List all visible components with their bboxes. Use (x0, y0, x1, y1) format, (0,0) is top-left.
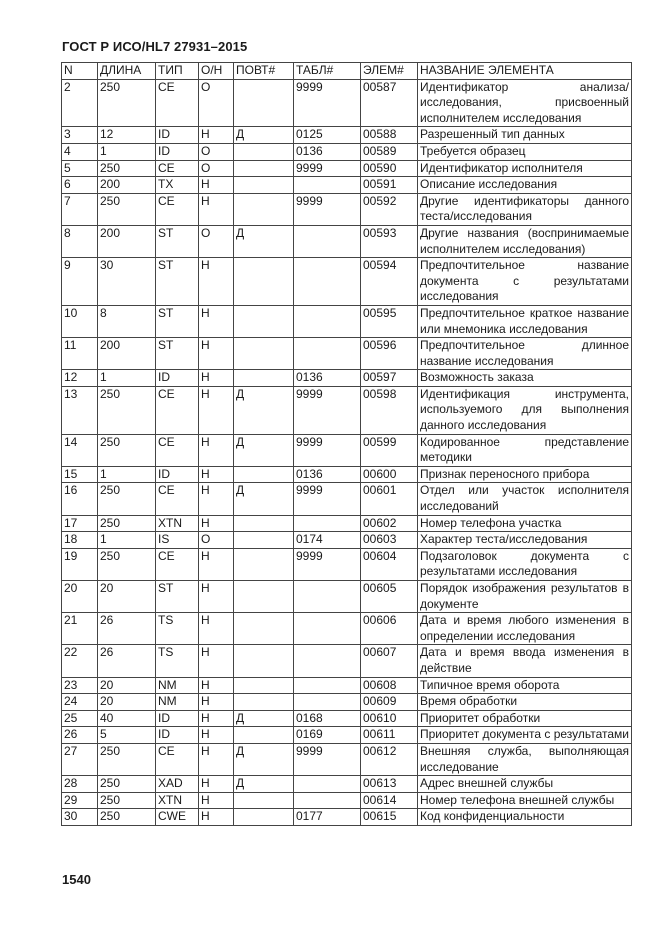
cell-n: 27 (62, 743, 98, 775)
cell-repeat (234, 677, 294, 694)
cell-n: 25 (62, 710, 98, 727)
cell-repeat: Д (234, 434, 294, 466)
cell-optional: О (199, 532, 234, 549)
table-row (62, 160, 632, 177)
cell-repeat: Д (234, 127, 294, 144)
cell-n: 9 (62, 258, 98, 306)
cell-name: Номер телефона участка (418, 515, 632, 532)
cell-repeat (234, 160, 294, 177)
cell-optional: О (199, 79, 234, 127)
cell-element: 00605 (361, 581, 418, 613)
cell-n: 15 (62, 466, 98, 483)
cell-table: 9999 (294, 434, 361, 466)
cell-repeat (234, 177, 294, 194)
cell-table (294, 258, 361, 306)
cell-name: Возможность заказа (418, 370, 632, 387)
cell-optional: Н (199, 258, 234, 306)
cell-table: 9999 (294, 160, 361, 177)
table-row (62, 143, 632, 160)
cell-optional: О (199, 160, 234, 177)
cell-n: 20 (62, 581, 98, 613)
table-row (62, 177, 632, 194)
cell-n: 11 (62, 338, 98, 370)
cell-type: XTN (156, 515, 199, 532)
cell-repeat: Д (234, 776, 294, 793)
table-row (62, 370, 632, 387)
cell-repeat (234, 581, 294, 613)
cell-length: 250 (98, 434, 156, 466)
cell-table: 0169 (294, 727, 361, 744)
cell-n: 29 (62, 792, 98, 809)
cell-optional: Н (199, 177, 234, 194)
cell-type: ST (156, 225, 199, 257)
cell-type: ID (156, 143, 199, 160)
cell-n: 5 (62, 160, 98, 177)
table-row (62, 645, 632, 677)
cell-length: 20 (98, 677, 156, 694)
cell-length: 250 (98, 515, 156, 532)
cell-n: 13 (62, 386, 98, 434)
cell-length: 30 (98, 258, 156, 306)
cell-optional: Н (199, 483, 234, 515)
cell-element: 00613 (361, 776, 418, 793)
column-header: ТАБЛ# (294, 63, 361, 80)
cell-repeat: Д (234, 710, 294, 727)
cell-length: 1 (98, 532, 156, 549)
cell-n: 28 (62, 776, 98, 793)
cell-length: 20 (98, 581, 156, 613)
cell-repeat: Д (234, 225, 294, 257)
cell-type: ID (156, 710, 199, 727)
cell-length: 250 (98, 776, 156, 793)
cell-element: 00593 (361, 225, 418, 257)
cell-table (294, 694, 361, 711)
cell-name: Другие названия (воспринимаемые исполнителем исследования) (418, 225, 632, 257)
cell-optional: Н (199, 677, 234, 694)
cell-element: 00588 (361, 127, 418, 144)
cell-optional: Н (199, 548, 234, 580)
cell-table (294, 677, 361, 694)
cell-type: CE (156, 483, 199, 515)
element-spec-table (61, 62, 632, 826)
cell-type: CE (156, 193, 199, 225)
cell-name: Характер теста/исследования (418, 532, 632, 549)
table-header-row (62, 63, 632, 80)
cell-repeat: Д (234, 743, 294, 775)
table-row (62, 193, 632, 225)
cell-name: Внешняя служба, выполняющая исследование (418, 743, 632, 775)
table-row (62, 792, 632, 809)
cell-element: 00599 (361, 434, 418, 466)
cell-optional: Н (199, 515, 234, 532)
table-body (62, 79, 632, 825)
cell-table: 9999 (294, 79, 361, 127)
cell-length: 250 (98, 792, 156, 809)
cell-repeat (234, 792, 294, 809)
cell-repeat (234, 515, 294, 532)
cell-n: 22 (62, 645, 98, 677)
column-header: ЭЛЕМ# (361, 63, 418, 80)
cell-table: 9999 (294, 483, 361, 515)
cell-length: 250 (98, 548, 156, 580)
cell-table (294, 645, 361, 677)
cell-table: 9999 (294, 386, 361, 434)
cell-n: 30 (62, 809, 98, 826)
cell-table: 0125 (294, 127, 361, 144)
cell-table: 0177 (294, 809, 361, 826)
cell-length: 250 (98, 193, 156, 225)
cell-type: ID (156, 127, 199, 144)
cell-type: CE (156, 160, 199, 177)
cell-optional: Н (199, 809, 234, 826)
cell-length: 1 (98, 370, 156, 387)
cell-type: CE (156, 434, 199, 466)
cell-type: ST (156, 581, 199, 613)
cell-type: CWE (156, 809, 199, 826)
cell-name: Дата и время любого изменения в определении исследования (418, 613, 632, 645)
cell-type: TS (156, 645, 199, 677)
cell-element: 00612 (361, 743, 418, 775)
cell-length: 200 (98, 338, 156, 370)
table-row (62, 258, 632, 306)
cell-optional: Н (199, 645, 234, 677)
cell-name: Идентификатор исполнителя (418, 160, 632, 177)
cell-n: 10 (62, 305, 98, 337)
cell-name: Дата и время ввода изменения в действие (418, 645, 632, 677)
cell-name: Код конфиденциальности (418, 809, 632, 826)
table-row (62, 809, 632, 826)
cell-name: Подзаголовок документа с результатами исследования (418, 548, 632, 580)
table-row (62, 386, 632, 434)
cell-element: 00594 (361, 258, 418, 306)
cell-length: 200 (98, 225, 156, 257)
cell-repeat (234, 809, 294, 826)
cell-type: ST (156, 258, 199, 306)
cell-type: XAD (156, 776, 199, 793)
cell-table: 0168 (294, 710, 361, 727)
cell-n: 4 (62, 143, 98, 160)
cell-optional: О (199, 225, 234, 257)
table-row (62, 338, 632, 370)
cell-n: 18 (62, 532, 98, 549)
cell-optional: Н (199, 466, 234, 483)
cell-name: Кодированное представление методики (418, 434, 632, 466)
column-header: ТИП (156, 63, 199, 80)
cell-n: 12 (62, 370, 98, 387)
cell-n: 6 (62, 177, 98, 194)
cell-length: 12 (98, 127, 156, 144)
cell-name: Приоритет обработки (418, 710, 632, 727)
cell-length: 250 (98, 743, 156, 775)
cell-name: Предпочтительное длинное название исследования (418, 338, 632, 370)
cell-element: 00596 (361, 338, 418, 370)
cell-n: 24 (62, 694, 98, 711)
cell-element: 00598 (361, 386, 418, 434)
document-header: ГОСТ Р ИСО/HL7 27931–2015 (62, 39, 248, 54)
cell-n: 3 (62, 127, 98, 144)
cell-table: 9999 (294, 548, 361, 580)
cell-type: ID (156, 466, 199, 483)
cell-optional: Н (199, 127, 234, 144)
cell-type: ID (156, 370, 199, 387)
table-row (62, 727, 632, 744)
cell-name: Разрешенный тип данных (418, 127, 632, 144)
cell-optional: Н (199, 727, 234, 744)
cell-n: 21 (62, 613, 98, 645)
cell-type: CE (156, 79, 199, 127)
cell-table (294, 177, 361, 194)
cell-type: ST (156, 305, 199, 337)
cell-optional: Н (199, 613, 234, 645)
cell-name: Признак переносного прибора (418, 466, 632, 483)
cell-element: 00606 (361, 613, 418, 645)
cell-element: 00615 (361, 809, 418, 826)
cell-repeat (234, 694, 294, 711)
cell-n: 17 (62, 515, 98, 532)
cell-length: 250 (98, 483, 156, 515)
cell-repeat (234, 370, 294, 387)
cell-optional: Н (199, 710, 234, 727)
cell-repeat (234, 613, 294, 645)
table-row (62, 548, 632, 580)
cell-element: 00600 (361, 466, 418, 483)
column-header: N (62, 63, 98, 80)
cell-element: 00587 (361, 79, 418, 127)
cell-name: Требуется образец (418, 143, 632, 160)
cell-type: TX (156, 177, 199, 194)
cell-optional: Н (199, 434, 234, 466)
cell-repeat: Д (234, 386, 294, 434)
cell-element: 00610 (361, 710, 418, 727)
cell-name: Предпочтительное название документа с результатами исследования (418, 258, 632, 306)
cell-element: 00603 (361, 532, 418, 549)
cell-n: 7 (62, 193, 98, 225)
table-row (62, 79, 632, 127)
cell-table (294, 305, 361, 337)
table-row (62, 743, 632, 775)
cell-element: 00591 (361, 177, 418, 194)
cell-element: 00608 (361, 677, 418, 694)
cell-name: Описание исследования (418, 177, 632, 194)
cell-table: 0136 (294, 143, 361, 160)
cell-type: TS (156, 613, 199, 645)
cell-table (294, 613, 361, 645)
cell-repeat (234, 305, 294, 337)
cell-length: 1 (98, 466, 156, 483)
cell-name: Идентификатор анализа/исследования, присвоенный исполнителем исследования (418, 79, 632, 127)
cell-n: 16 (62, 483, 98, 515)
cell-repeat (234, 466, 294, 483)
cell-element: 00609 (361, 694, 418, 711)
cell-element: 00590 (361, 160, 418, 177)
cell-optional: О (199, 143, 234, 160)
cell-element: 00592 (361, 193, 418, 225)
page-number: 1540 (62, 872, 91, 887)
cell-name: Другие идентификаторы данного теста/исследования (418, 193, 632, 225)
cell-table (294, 225, 361, 257)
cell-length: 250 (98, 809, 156, 826)
cell-length: 1 (98, 143, 156, 160)
column-header: О/Н (199, 63, 234, 80)
cell-length: 26 (98, 613, 156, 645)
cell-repeat (234, 338, 294, 370)
cell-optional: Н (199, 386, 234, 434)
cell-optional: Н (199, 193, 234, 225)
cell-repeat: Д (234, 483, 294, 515)
cell-length: 5 (98, 727, 156, 744)
cell-type: IS (156, 532, 199, 549)
column-header: ПОВТ# (234, 63, 294, 80)
cell-type: CE (156, 386, 199, 434)
cell-repeat (234, 645, 294, 677)
cell-length: 250 (98, 79, 156, 127)
cell-n: 26 (62, 727, 98, 744)
cell-optional: Н (199, 792, 234, 809)
cell-repeat (234, 258, 294, 306)
cell-n: 19 (62, 548, 98, 580)
table-row (62, 466, 632, 483)
cell-repeat (234, 79, 294, 127)
cell-element: 00614 (361, 792, 418, 809)
cell-table (294, 792, 361, 809)
table-row (62, 532, 632, 549)
cell-table: 9999 (294, 743, 361, 775)
cell-element: 00589 (361, 143, 418, 160)
table-row (62, 434, 632, 466)
table-row (62, 581, 632, 613)
cell-optional: Н (199, 370, 234, 387)
cell-name: Номер телефона внешней службы (418, 792, 632, 809)
table-row (62, 776, 632, 793)
table-row (62, 305, 632, 337)
cell-optional: Н (199, 694, 234, 711)
cell-table (294, 581, 361, 613)
cell-type: NM (156, 677, 199, 694)
cell-optional: Н (199, 305, 234, 337)
cell-element: 00611 (361, 727, 418, 744)
cell-type: CE (156, 743, 199, 775)
cell-length: 26 (98, 645, 156, 677)
cell-name: Приоритет документа с результатами (418, 727, 632, 744)
cell-type: ID (156, 727, 199, 744)
cell-table (294, 338, 361, 370)
table-row (62, 613, 632, 645)
cell-length: 250 (98, 160, 156, 177)
cell-length: 250 (98, 386, 156, 434)
table-row (62, 710, 632, 727)
cell-repeat (234, 193, 294, 225)
table-row (62, 225, 632, 257)
cell-element: 00601 (361, 483, 418, 515)
cell-length: 40 (98, 710, 156, 727)
cell-table (294, 515, 361, 532)
cell-repeat (234, 548, 294, 580)
cell-length: 200 (98, 177, 156, 194)
cell-repeat (234, 727, 294, 744)
cell-optional: Н (199, 776, 234, 793)
cell-n: 2 (62, 79, 98, 127)
cell-name: Идентификация инструмента, используемого для выполнения данного исследования (418, 386, 632, 434)
cell-element: 00595 (361, 305, 418, 337)
cell-table: 9999 (294, 193, 361, 225)
table-row (62, 677, 632, 694)
cell-name: Время обработки (418, 694, 632, 711)
cell-optional: Н (199, 338, 234, 370)
cell-name: Отдел или участок исполнителя исследований (418, 483, 632, 515)
table-row (62, 483, 632, 515)
cell-element: 00597 (361, 370, 418, 387)
cell-name: Предпочтительное краткое название или мнемоника исследования (418, 305, 632, 337)
cell-optional: Н (199, 743, 234, 775)
cell-type: NM (156, 694, 199, 711)
cell-table: 0136 (294, 370, 361, 387)
column-header: НАЗВАНИЕ ЭЛЕМЕНТА (418, 63, 632, 80)
cell-name: Адрес внешней службы (418, 776, 632, 793)
cell-element: 00604 (361, 548, 418, 580)
cell-element: 00607 (361, 645, 418, 677)
cell-table: 0174 (294, 532, 361, 549)
cell-table (294, 776, 361, 793)
cell-length: 20 (98, 694, 156, 711)
cell-repeat (234, 532, 294, 549)
cell-table: 0136 (294, 466, 361, 483)
table-row (62, 515, 632, 532)
cell-element: 00602 (361, 515, 418, 532)
cell-n: 8 (62, 225, 98, 257)
cell-name: Порядок изображения результатов в документе (418, 581, 632, 613)
cell-repeat (234, 143, 294, 160)
cell-n: 23 (62, 677, 98, 694)
column-header: ДЛИНА (98, 63, 156, 80)
cell-type: CE (156, 548, 199, 580)
cell-optional: Н (199, 581, 234, 613)
table-row (62, 127, 632, 144)
cell-type: ST (156, 338, 199, 370)
table-row (62, 694, 632, 711)
cell-n: 14 (62, 434, 98, 466)
cell-type: XTN (156, 792, 199, 809)
cell-length: 8 (98, 305, 156, 337)
cell-name: Типичное время оборота (418, 677, 632, 694)
